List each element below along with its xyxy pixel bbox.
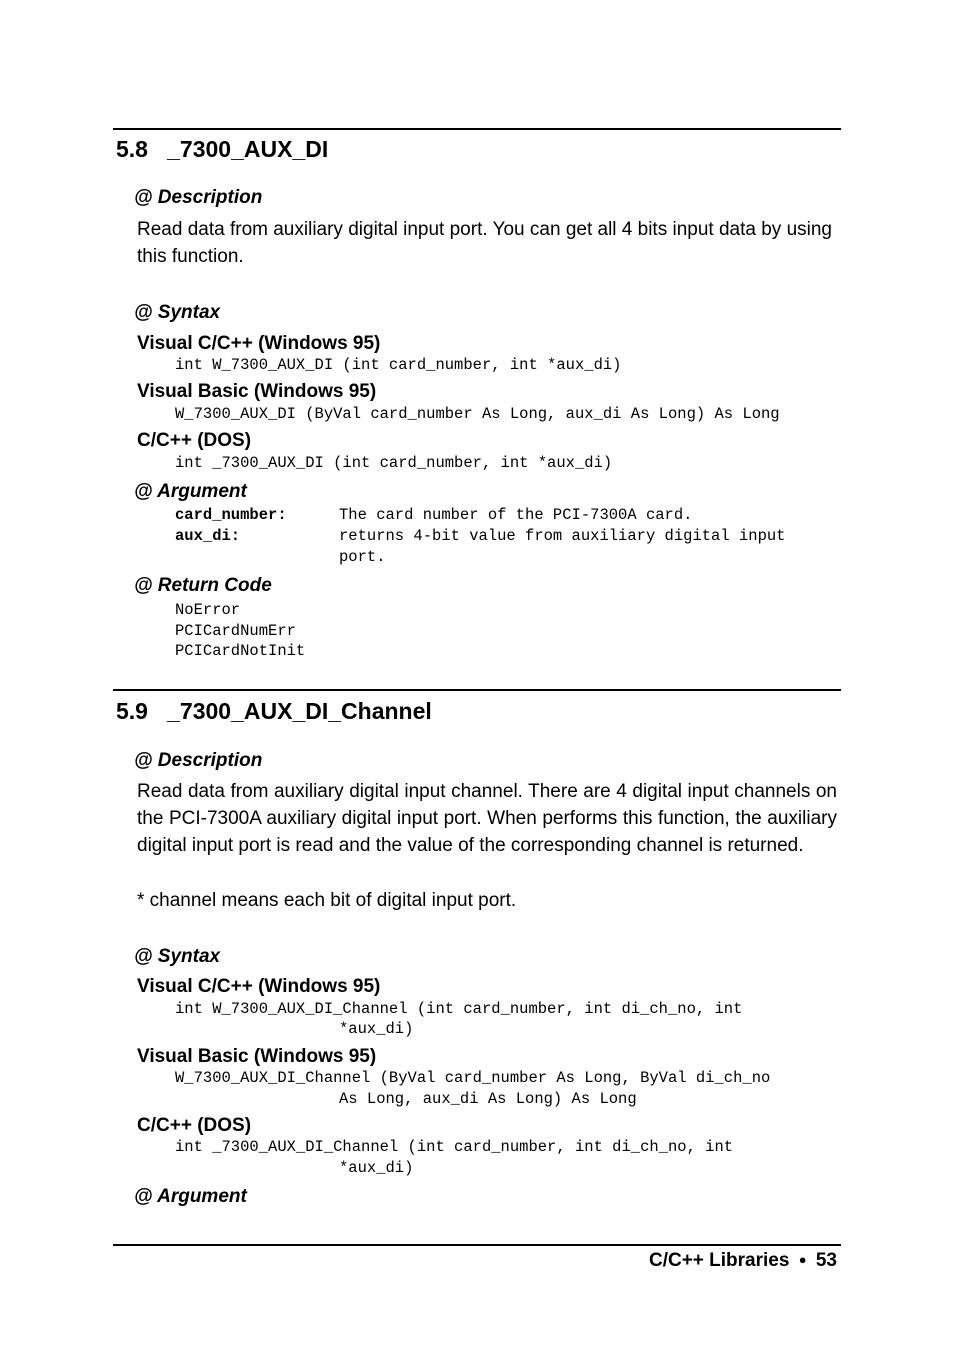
argument-name: aux_di: bbox=[175, 527, 241, 545]
syntax-vc-code: int W_7300_AUX_DI (int card_number, int *aux_di) bbox=[175, 356, 622, 374]
section-rule-top bbox=[113, 128, 841, 130]
syntax-vb-code-continued: As Long, aux_di As Long) As Long bbox=[339, 1090, 637, 1108]
page-footer bbox=[649, 1250, 837, 1272]
description-text: Read data from auxiliary digital input port. You can get all 4 bits input data by using this function. bbox=[137, 219, 832, 267]
description-label: @ Description bbox=[134, 750, 263, 771]
description-label: @ Description bbox=[134, 187, 263, 208]
syntax-label: @ Syntax bbox=[134, 302, 221, 323]
argument-description-continued: port. bbox=[339, 548, 386, 566]
return-code-label: @ Return Code bbox=[134, 575, 272, 596]
syntax-dos-code: int _7300_AUX_DI_Channel (int card_number, int di_ch_no, int bbox=[175, 1138, 734, 1156]
syntax-label: @ Syntax bbox=[134, 946, 221, 967]
section-heading-5-8: 5.8 _7300_AUX_DI bbox=[116, 136, 329, 162]
section-heading-5-9: 5.9 _7300_AUX_DI_Channel bbox=[116, 698, 432, 724]
syntax-vb-code: W_7300_AUX_DI (ByVal card_number As Long, aux_di As Long) As Long bbox=[175, 405, 780, 423]
description-note: * channel means each bit of digital input port. bbox=[137, 890, 517, 911]
syntax-vc-code-continued: *aux_di) bbox=[339, 1020, 414, 1038]
description-text: Read data from auxiliary digital input channel. There are 4 digital input channels on the PCI-7300A auxiliary digital input port. When performs this function, the auxiliary digital input port is read and the value of the corresponding channel is returned. bbox=[137, 781, 837, 856]
return-code: PCICardNumErr bbox=[175, 622, 296, 640]
syntax-vb-label: Visual Basic (Windows 95) bbox=[137, 381, 377, 402]
syntax-vc-code: int W_7300_AUX_DI_Channel (int card_number, int di_ch_no, int bbox=[175, 1000, 743, 1018]
syntax-dos-code: int _7300_AUX_DI (int card_number, int *aux_di) bbox=[175, 454, 613, 472]
section-rule-top bbox=[113, 689, 841, 691]
argument-label: @ Argument bbox=[134, 481, 247, 502]
page-number: 53 bbox=[815, 1250, 837, 1271]
syntax-vb-code: W_7300_AUX_DI_Channel (ByVal card_number As Long, ByVal di_ch_no bbox=[175, 1069, 771, 1087]
syntax-dos-label: C/C++ (DOS) bbox=[137, 430, 252, 451]
footer-label: C/C++ Libraries bbox=[648, 1250, 790, 1271]
argument-description: The card number of the PCI-7300A card. bbox=[339, 506, 693, 524]
footer-bullet: ● bbox=[798, 1252, 807, 1267]
syntax-dos-code-continued: *aux_di) bbox=[339, 1159, 414, 1177]
argument-label: @ Argument bbox=[134, 1186, 247, 1207]
argument-name: card_number: bbox=[175, 506, 287, 524]
syntax-vb-label: Visual Basic (Windows 95) bbox=[137, 1046, 377, 1067]
return-code: PCICardNotInit bbox=[175, 642, 306, 660]
syntax-dos-label: C/C++ (DOS) bbox=[137, 1115, 252, 1136]
footer-rule bbox=[113, 1244, 841, 1246]
return-code: NoError bbox=[175, 601, 241, 619]
syntax-vc-label: Visual C/C++ (Windows 95) bbox=[137, 333, 381, 354]
argument-description: returns 4-bit value from auxiliary digital input bbox=[339, 527, 786, 545]
syntax-vc-label: Visual C/C++ (Windows 95) bbox=[137, 976, 381, 997]
